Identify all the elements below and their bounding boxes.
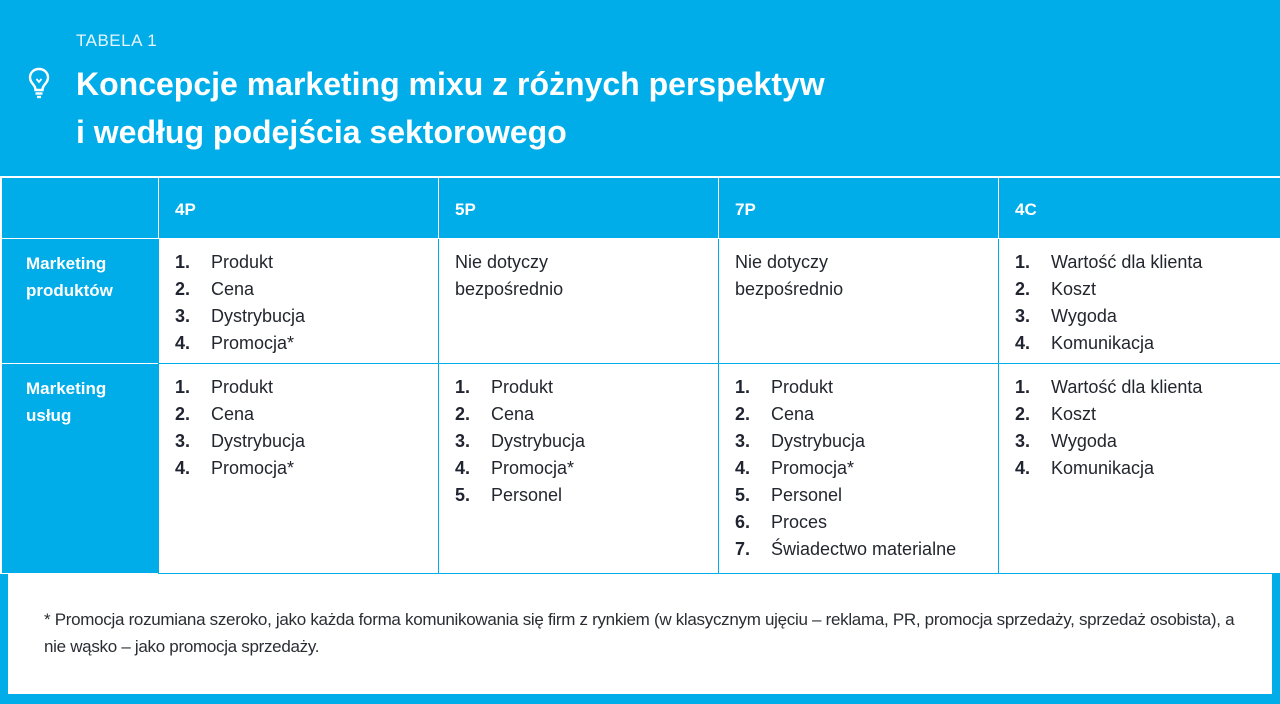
list-item: 6. Proces [735,512,828,532]
list-item: 4. Promocja* [175,333,295,353]
list-item: 3. Dystrybucja [735,431,866,451]
cell-uslugi-7p [718,364,998,574]
list-item: 4. Promocja* [175,458,295,478]
list-item: 3. Wygoda [1015,306,1117,326]
row-label-line: Marketing [26,379,107,398]
list-item: 2. Koszt [1015,404,1097,424]
column-header-4c: 4C [998,176,1280,239]
footnote-text: * Promocja rozumiana szeroko, jako każda forma komunikowania się firm z rynkiem (w klasycznym ujęciu – reklama, PR, promocja sprzedaży, sprzedaż osobista), a nie wąsko – jako promocja sprzedaży. [44,610,1235,656]
row-label-line: usług [26,406,72,425]
item-list [1015,374,1280,482]
item-list [1015,249,1280,357]
cell-uslugi-4c [998,364,1280,574]
list-item: 4. Promocja* [455,458,575,478]
item-list [175,249,438,357]
column-header-5p: 5P [438,176,718,239]
column-header-4p: 4P [158,176,438,239]
list-item: 4. Komunikacja [1015,458,1155,478]
list-item: 7. Świadectwo materialne [735,539,957,559]
list-item: 1. Produkt [175,252,274,272]
lightbulb-icon [27,66,51,100]
cell-uslugi-4p [158,364,438,574]
list-item: 1. Produkt [175,377,274,397]
cell-uslugi-5p [438,364,718,574]
footnote-box [8,574,1272,694]
list-item: 1. Produkt [455,377,554,397]
item-list [735,374,998,563]
list-item: 4. Komunikacja [1015,333,1155,353]
cell-produkty-4c [998,239,1280,364]
list-item: 1. Wartość dla klienta [1015,377,1203,397]
title-line-1: Koncepcje marketing mixu z różnych perspektyw [76,66,825,102]
list-item: 5. Personel [735,485,843,505]
row-label-line: produktów [26,281,113,300]
cell-text: bezpośrednio [735,279,844,299]
list-item: 3. Wygoda [1015,431,1117,451]
cell-produkty-7p [718,239,998,364]
cell-text: Nie dotyczy [735,252,829,272]
list-item: 2. Cena [175,279,255,299]
row-label-marketing-produktow [0,239,158,364]
list-item: 3. Dystrybucja [175,306,306,326]
column-header-7p: 7P [718,176,998,239]
page-title [76,60,1076,156]
table-header [0,0,1280,176]
corner-cell [0,176,158,239]
list-item: 4. Promocja* [735,458,855,478]
list-item: 1. Wartość dla klienta [1015,252,1203,272]
list-item: 2. Cena [735,404,815,424]
list-item: 2. Cena [175,404,255,424]
list-item: 2. Cena [455,404,535,424]
table-number: TABELA 1 [76,31,158,50]
cell-produkty-4p [158,239,438,364]
list-item: 3. Dystrybucja [175,431,306,451]
row-label-line: Marketing [26,254,107,273]
cell-text: bezpośrednio [455,279,564,299]
cell-produkty-5p [438,239,718,364]
item-list [455,374,718,509]
list-item: 1. Produkt [735,377,834,397]
row-label-marketing-uslug [0,364,158,574]
list-item: 2. Koszt [1015,279,1097,299]
title-line-2: i według podejścia sektorowego [76,114,567,150]
list-item: 3. Dystrybucja [455,431,586,451]
cell-text: Nie dotyczy [455,252,549,272]
item-list [175,374,438,482]
comparison-table [0,176,1280,574]
list-item: 5. Personel [455,485,563,505]
